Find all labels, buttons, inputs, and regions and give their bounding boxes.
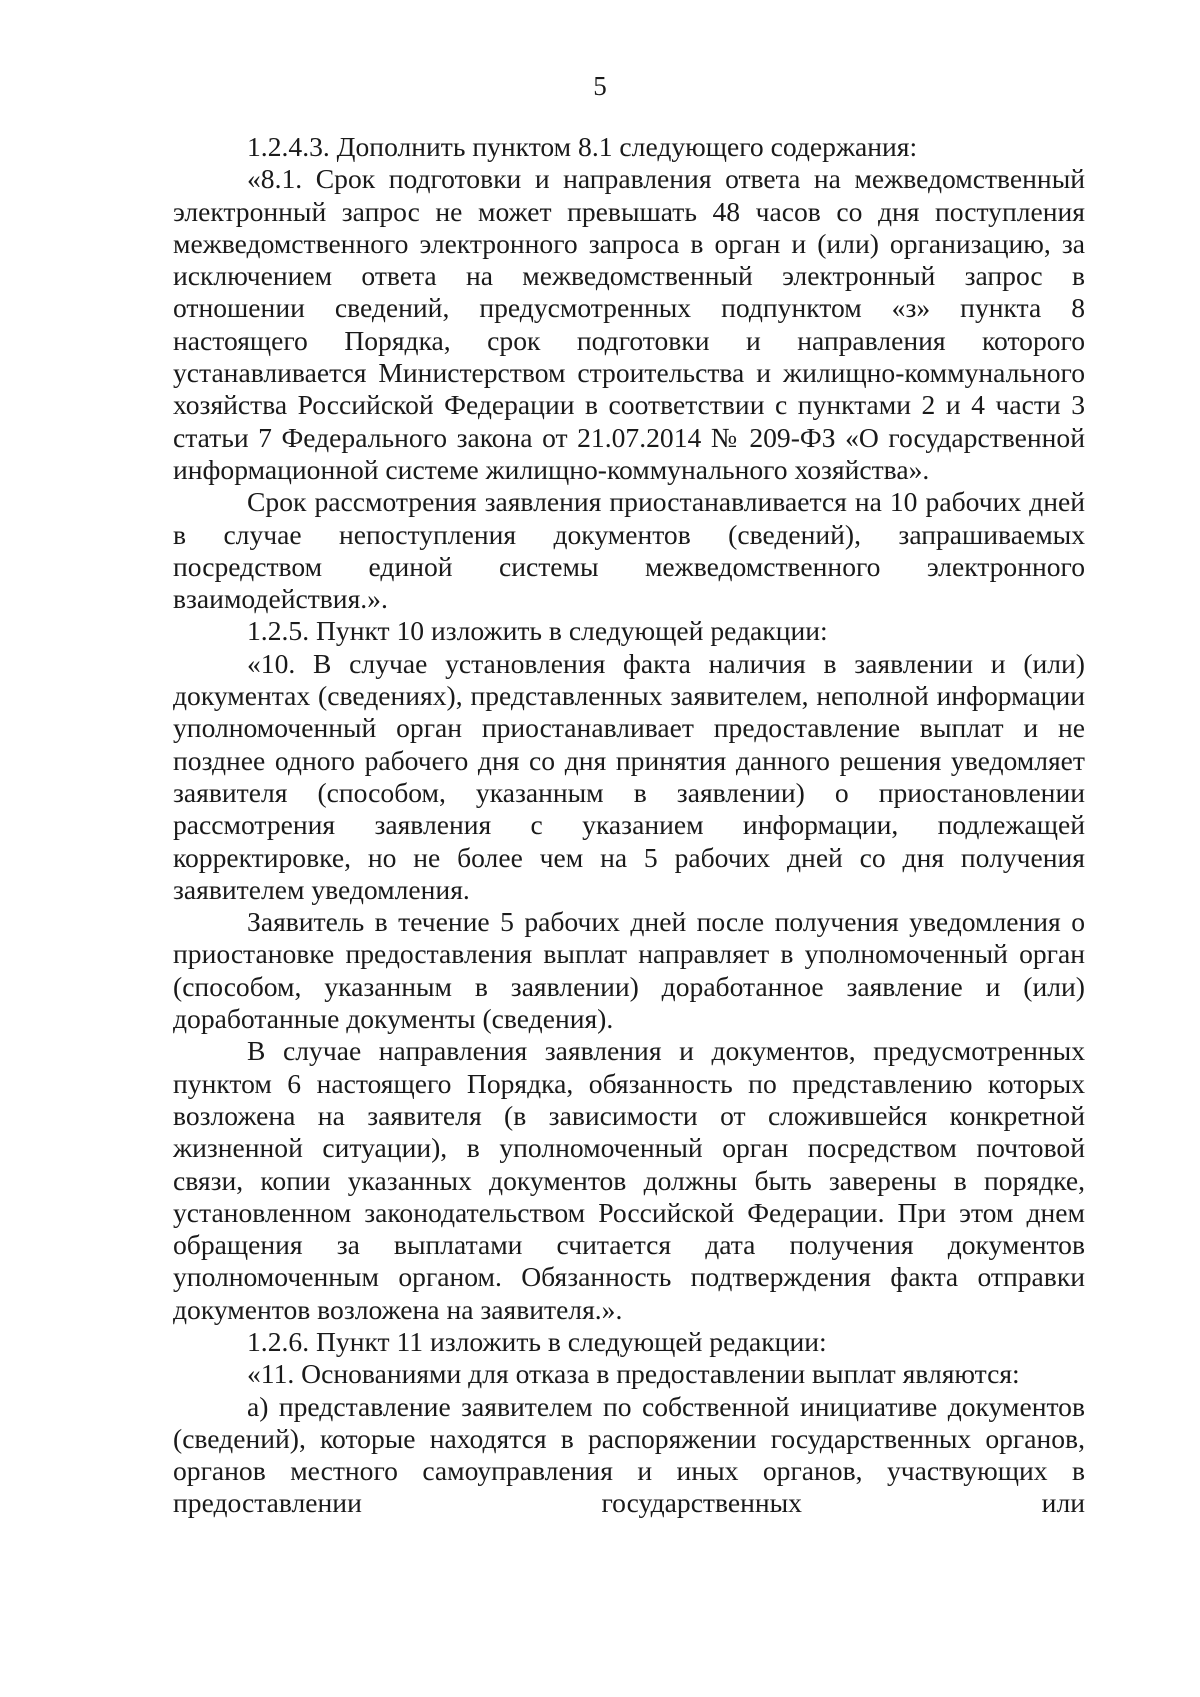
paragraph-1-2-5: 1.2.5. Пункт 10 изложить в следующей редакции:	[247, 615, 828, 647]
paragraph-applicant-revision: Заявитель в течение 5 рабочих дней после получения уведомления о приостановке предоставления выплат направляет в уполномоченный орган (способом, указанным в заявлении) доработанное заявление и (или) доработанные документы (сведения).	[173, 906, 1085, 1035]
paragraph-1-2-6: 1.2.6. Пункт 11 изложить в следующей редакции:	[247, 1325, 827, 1357]
paragraph-8-1: «8.1. Срок подготовки и направления ответа на межведомственный электронный запрос не может превышать 48 часов со дня поступления межведомственного электронного запроса в орган и (или) организацию, за исключением ответа на межведомственный электронный запрос в отношении сведений, предусмотренных подпунктом «з» пункта 8 настоящего Порядка, срок подготовки и направления которого устанавливается Министерством строительства и жилищно-коммунального хозяйства Российской Федерации в соответствии с пунктами 2 и 4 части 3 статьи 7 Федерального закона от 21.07.2014 № 209-ФЗ «О государственной информационной системе жилищно-коммунального хозяйства».	[173, 163, 1085, 485]
page-number: 5	[593, 71, 607, 101]
document-body	[173, 131, 1085, 1520]
paragraph-1-2-4-3: 1.2.4.3. Дополнить пунктом 8.1 следующего содержания:	[247, 131, 918, 162]
paragraph-postal-submission: В случае направления заявления и документов, предусмотренных пунктом 6 настоящего Порядка, обязанность по представлению которых возложена на заявителя (в зависимости от сложившейся конкретной жизненной ситуации), в уполномоченный орган посредством почтовой связи, копии указанных документов должны быть заверены в порядке, установленном законодательством Российской Федерации. При этом днем обращения за выплатами считается дата получения документов уполномоченным органом. Обязанность подтверждения факта отправки документов возложена на заявителя.».	[173, 1035, 1085, 1325]
paragraph-suspension-term: Срок рассмотрения заявления приостанавливается на 10 рабочих дней в случае непоступления документов (сведений), запрашиваемых посредством единой системы межведомственного электронного взаимодействия.».	[173, 486, 1085, 615]
paragraph-11-a: а) представление заявителем по собственной инициативе документов (сведений), которые находятся в распоряжении государственных органов, органов местного самоуправления и иных органов, участвующих в предоставлении государственных или	[173, 1390, 1085, 1519]
paragraph-11: «11. Основаниями для отказа в предоставлении выплат являются:	[247, 1358, 1020, 1390]
paragraph-10: «10. В случае установления факта наличия в заявлении и (или) документах (сведениях), представленных заявителем, неполной информации уполномоченный орган приостанавливает предоставление выплат и не позднее одного рабочего дня со дня принятия данного решения уведомляет заявителя (способом, указанным в заявлении) о приостановлении рассмотрения заявления с указанием информации, подлежащей корректировке, но не более чем на 5 рабочих дней со дня получения заявителем уведомления.	[173, 647, 1085, 905]
